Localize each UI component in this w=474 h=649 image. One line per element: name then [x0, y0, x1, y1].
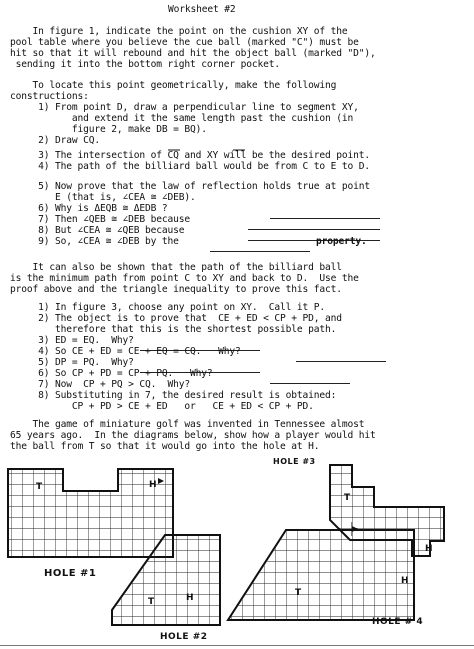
hole-2-tee: T [295, 588, 302, 598]
proof-step-7: 7) Then ∠QEB ≅ ∠DEB because [10, 214, 191, 225]
golf-line-1: The game of miniature golf was invented in Tennessee almost [10, 419, 365, 430]
para2-line-1: It can also be shown that the path of the billiard ball [10, 262, 342, 273]
golf-line-2: 65 years ago. In the diagrams below, show how a player would hit [10, 430, 376, 441]
minpath-step-6: 6) So CP + PD = CP + PQ. Why? [10, 368, 213, 379]
minpath-step-2-cont: therefore that this is the shortest possible path. [10, 324, 337, 335]
construction-step-1-cont: and extend it the same length past the cushion (in [10, 113, 354, 124]
construction-step-2: 2) Draw CQ. [10, 135, 101, 146]
minpath-step-8-result: CP + PD > CE + ED or CE + ED < CP + PD. [10, 401, 314, 412]
hole-4-tee: T [148, 597, 155, 607]
intro-line-3: hit so that it will rebound and hit the object ball (marked "D"), [10, 48, 376, 59]
hole-1-tee: T [36, 482, 43, 492]
page-bottom-rule [0, 645, 474, 646]
minpath-step-4: 4) So CE + ED = CE + EQ = CQ. Why? [10, 346, 241, 357]
construction-step-4: 4) The path of the billiard ball would be from C to E to D. [10, 161, 371, 172]
golf-line-3: the ball from T so that it would go into the hole at H. [10, 441, 320, 452]
intro-line-1: In figure 1, indicate the point on the cushion XY of the [10, 26, 348, 37]
intro-line-2: pool table where you believe the cue ball (marked "C") must be [10, 37, 359, 48]
para2-line-2: is the minimum path from point C to XY and back to D. Use the [10, 273, 359, 284]
minpath-step-5: 5) DP = PQ. Why? [10, 357, 134, 368]
intro-line-4: sending it into the bottom right corner pocket. [10, 59, 281, 70]
proof-step-6: 6) Why is ΔEQB ≅ ΔEDB ? [10, 203, 168, 214]
minpath-step-1: 1) In figure 3, choose any point on XY. Call it P. [10, 302, 326, 313]
hole-4-cup: H [186, 593, 195, 603]
locate-line-1: To locate this point geometrically, make the following [10, 80, 337, 91]
proof-step-5-cont: E (that is, ∠CEA ≅ ∠DEB). [10, 192, 196, 203]
proof-step-9: 9) So, ∠CEA ≅ ∠DEB by the [10, 236, 179, 247]
hole-1-label: HOLE #1 [44, 568, 97, 579]
hole-2-cup: H [401, 576, 410, 586]
proof-step-5: 5) Now prove that the law of reflection holds true at point [10, 181, 371, 192]
proof-step-9-end: property. [316, 236, 367, 247]
hole-4-label: HOLE # 4 [372, 617, 424, 627]
hole-3-label: HOLE #3 [273, 457, 316, 466]
minpath-step-2: 2) The object is to prove that CE + ED < CP + PD, and [10, 313, 342, 324]
hole-2-course [228, 530, 414, 620]
construction-step-1: 1) From point D, draw a perpendicular line to segment XY, [10, 102, 359, 113]
minpath-step-8: 8) Substituting in 7, the desired result is obtained: [10, 390, 337, 401]
proof-step-8: 8) But ∠CEA ≅ ∠QEB because [10, 225, 185, 236]
hole-3-cup: H [425, 544, 434, 554]
hole-1-cup: H [149, 480, 158, 490]
para2-line-3: proof above and the triangle inequality to prove this fact. [10, 284, 342, 295]
hole-2-label: HOLE #2 [160, 632, 208, 642]
construction-step-3: 3) The intersection of CQ and XY will be the desired point. [10, 150, 371, 161]
hole-3-tee: T [344, 493, 351, 503]
minpath-step-3: 3) ED = EQ. Why? [10, 335, 134, 346]
minpath-step-7: 7) Now CP + PQ > CQ. Why? [10, 379, 191, 390]
worksheet-title: Worksheet #2 [168, 4, 236, 15]
locate-line-2: constructions: [10, 91, 89, 102]
construction-step-1-cont2: figure 2, make DB = BQ). [10, 124, 207, 135]
